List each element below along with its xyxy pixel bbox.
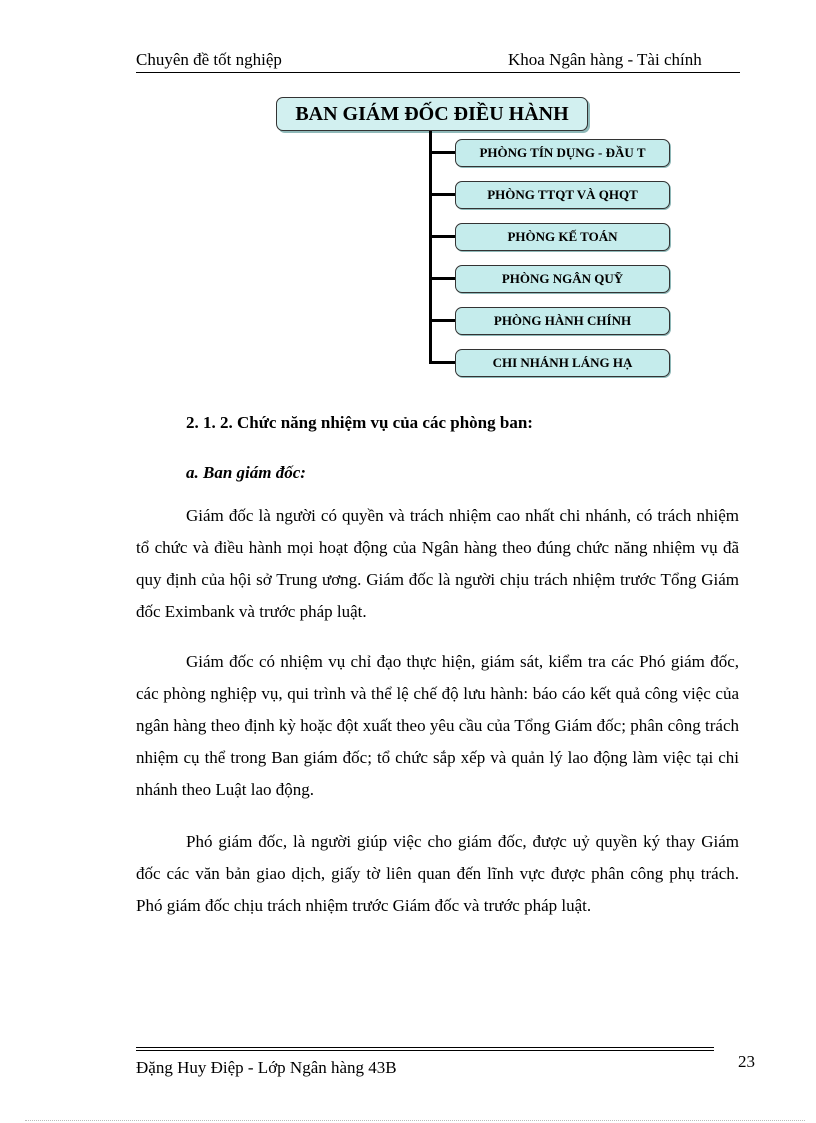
header-divider [136, 72, 740, 73]
section-heading: 2. 1. 2. Chức năng nhiệm vụ của các phòng ban: [186, 413, 533, 432]
org-chart-main-box: BAN GIÁM ĐỐC ĐIỀU HÀNH [276, 97, 588, 131]
footer-divider [136, 1047, 714, 1048]
body-paragraph: Giám đốc có nhiệm vụ chỉ đạo thực hiện, giám sát, kiểm tra các Phó giám đốc, các phòng nghiệp vụ, qui trình và thể lệ chế độ lưu hành: báo cáo kết quả công việc của ngân hàng theo định kỳ hoặc đột xuất theo yêu cầu của Tổng Giám đốc; phân công trách nhiệm cụ thể trong Ban giám đốc; tổ chức sắp xếp và quản lý lao động làm việc tại chi nhánh theo Luật lao động. [136, 652, 739, 799]
body-paragraph: Giám đốc là người có quyền và trách nhiệm cao nhất chi nhánh, có trách nhiệm tổ chức và điều hành mọi hoạt động của Ngân hàng theo đúng chức năng nhiệm vụ đã quy định của hội sở Trung ương. Giám đốc là người chịu trách nhiệm trước Tổng Giám đốc Eximbank và trước pháp luật. [136, 506, 739, 621]
org-chart-branch-line [429, 151, 455, 154]
org-chart-dept-box: CHI NHÁNH LÁNG HẠ [455, 349, 670, 377]
org-chart-dept-box: PHÒNG KẾ TOÁN [455, 223, 670, 251]
subsection-heading: a. Ban giám đốc: [186, 463, 306, 482]
org-chart-dept-box: PHÒNG NGÂN QUỸ [455, 265, 670, 293]
page-number: 23 [738, 1052, 755, 1071]
footer-author: Đặng Huy Điệp - Lớp Ngân hàng 43B [136, 1058, 397, 1077]
org-chart-branch-line [429, 235, 455, 238]
org-chart-branch-line [429, 319, 455, 322]
header-right-title: Khoa Ngân hàng - Tài chính [508, 50, 702, 69]
org-chart-branch-line [429, 361, 455, 364]
org-chart-branch-line [429, 277, 455, 280]
org-chart-dept-box: PHÒNG HÀNH CHÍNH [455, 307, 670, 335]
org-chart-dept-box: PHÒNG TTQT VÀ QHQT [455, 181, 670, 209]
page-edge [25, 1120, 805, 1121]
org-chart-dept-box: PHÒNG TÍN DỤNG - ĐẦU T [455, 139, 670, 167]
org-chart-trunk-line [429, 131, 432, 363]
header-left-title: Chuyên đề tốt nghiệp [136, 50, 282, 69]
org-chart-branch-line [429, 193, 455, 196]
footer-divider [136, 1050, 714, 1051]
body-paragraph: Phó giám đốc, là người giúp việc cho giám đốc, được uỷ quyền ký thay Giám đốc các văn bản giao dịch, giấy tờ liên quan đến lĩnh vực được phân công phụ trách. Phó giám đốc chịu trách nhiệm trước Giám đốc và trước pháp luật. [136, 832, 739, 915]
